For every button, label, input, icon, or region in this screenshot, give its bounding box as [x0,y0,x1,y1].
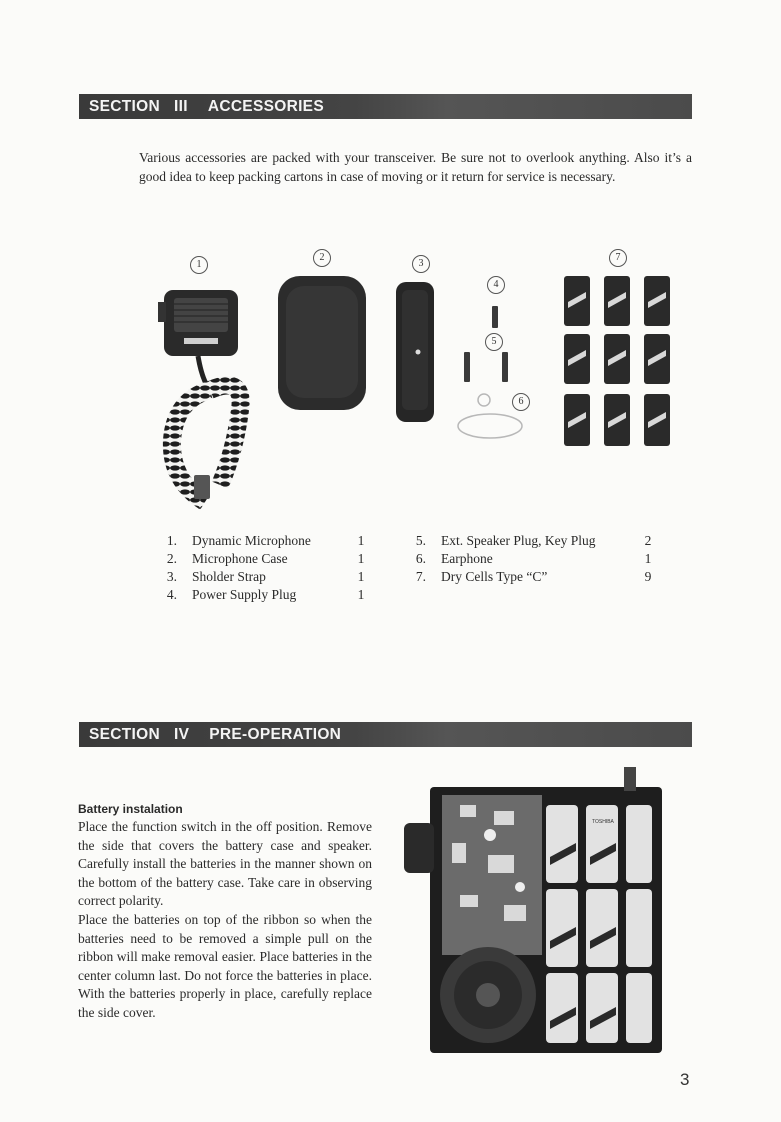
callout-1: 1 [190,256,208,274]
dry-cells-image [564,276,670,446]
battery-compartment-photo [400,765,672,1055]
callout-4: 4 [487,276,505,294]
microphone-case-image [278,276,366,410]
list-item: 2. Microphone Case 1 [166,551,365,566]
section-number: III [174,98,188,115]
intro-paragraph: Various accessories are packed with your transceiver. Be sure not to overlook anything. Also it’s a good idea to keep packing cartons in case of moving or it return for service is necessary. [139,150,692,184]
battery-brand-label: TOSHIBA [592,819,614,825]
list-item: 1. Dynamic Microphone 1 [166,533,365,548]
callout-6: 6 [512,393,530,411]
section-number: IV [174,726,190,743]
battery-paragraph-2: Place the batteries on top of the ribbon so when the batteries need to be removed a simple pull on the ribbon will make removal easier. Place batteries in the center column last. Do not force the batteries in place. With the batteries properly in place, carefully replace the side cover. [78,911,372,1020]
page-number: 3 [680,1070,690,1089]
list-item: 3. Sholder Strap 1 [166,569,365,584]
battery-installation-text [78,800,372,1023]
shoulder-strap-image [396,282,434,422]
section-iv-header [79,722,692,747]
section-label: SECTION [89,98,160,115]
section-iii-header [79,94,692,119]
microphone-image [158,290,241,502]
accessories-photo [150,240,695,515]
battery-paragraph-1: Place the function switch in the off position. Remove the side that covers the battery case and speaker. Carefully install the batteries in the manner shown on the bottom of the battery case. Take care in observing correct polarity. [78,819,372,909]
callout-3: 3 [412,255,430,273]
callout-7: 7 [609,249,627,267]
callout-5: 5 [485,333,503,351]
list-item: 7. Dry Cells Type “C” 9 [415,569,652,584]
callout-2: 2 [313,249,331,267]
list-item: 4. Power Supply Plug 1 [166,587,365,602]
list-item: 6. Earphone 1 [415,551,652,566]
section-label: SECTION [89,726,160,743]
list-item: 5. Ext. Speaker Plug, Key Plug 2 [415,533,652,548]
section-title: PRE-OPERATION [209,726,342,743]
section-title: ACCESSORIES [207,98,324,115]
battery-heading: Battery instalation [78,802,183,816]
